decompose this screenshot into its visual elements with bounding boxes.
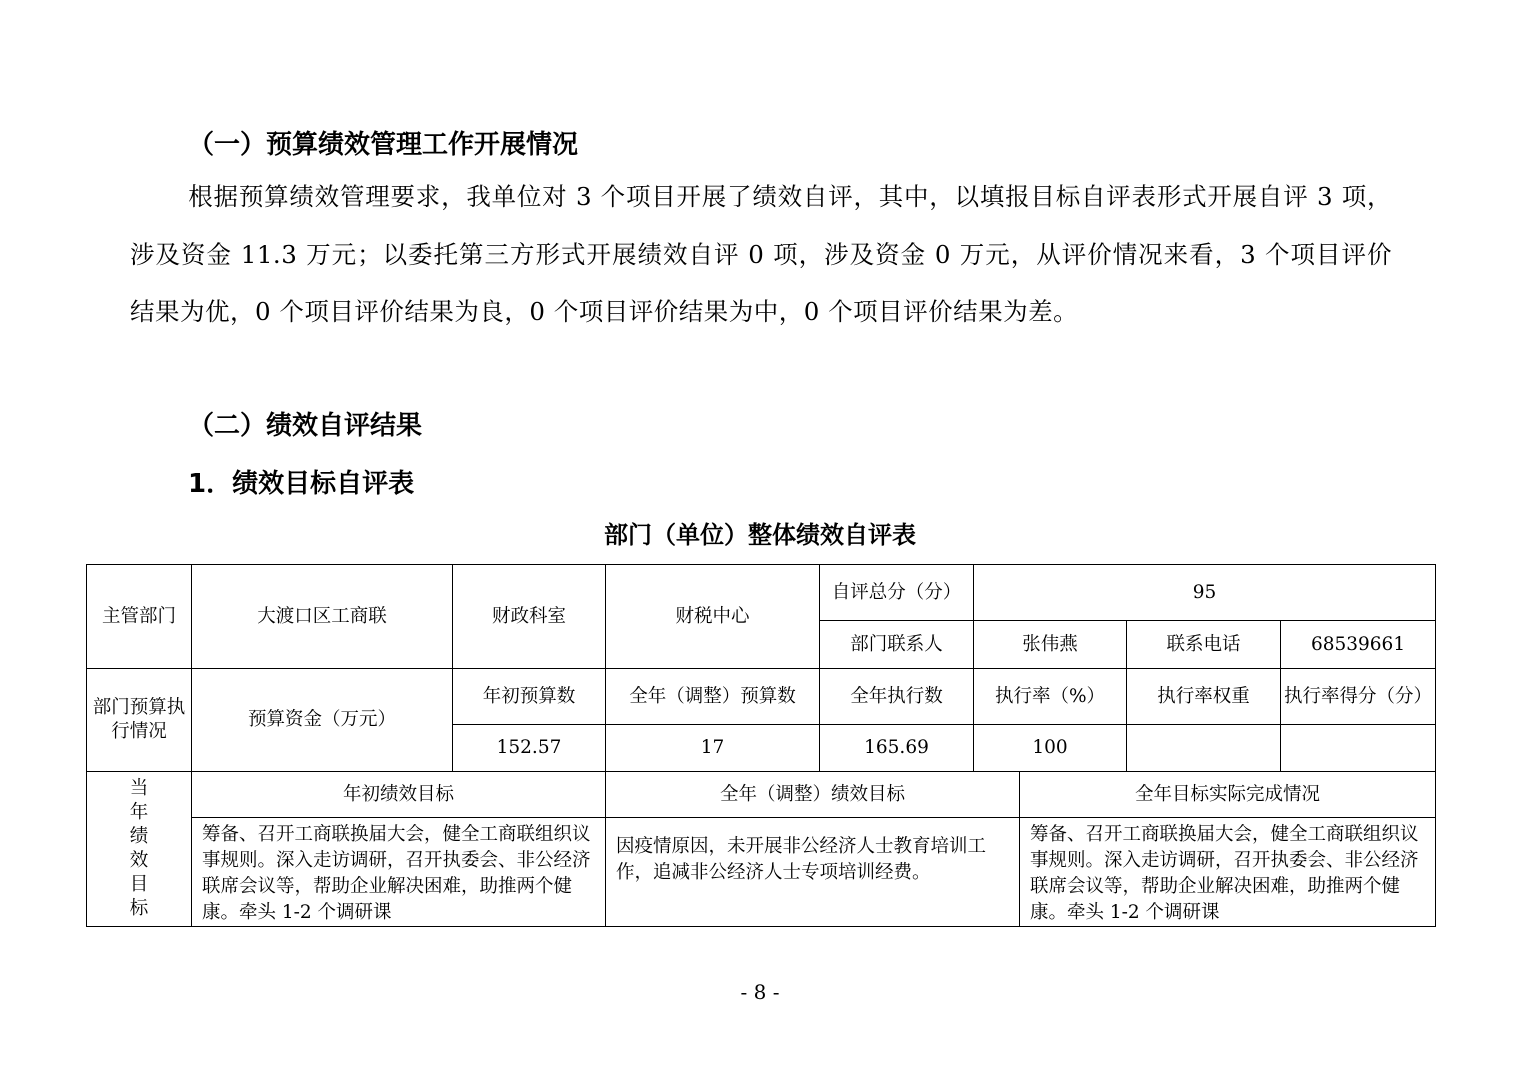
budget-value: 100	[974, 725, 1127, 772]
goals-header: 年初绩效目标	[192, 772, 606, 818]
page-number: - 8 -	[740, 980, 780, 1004]
section-heading-3: 1．绩效目标自评表	[188, 469, 415, 499]
section-heading-1: （一）预算绩效管理工作开展情况	[188, 130, 579, 160]
table-row	[87, 565, 1436, 621]
contact-value: 张伟燕	[974, 621, 1127, 669]
budget-value: 152.57	[453, 725, 606, 772]
phone-label: 联系电话	[1127, 621, 1281, 669]
section-heading-2: （二）绩效自评结果	[188, 411, 423, 441]
table-row	[87, 669, 1436, 725]
table-title: 部门（单位）整体绩效自评表	[604, 521, 916, 549]
table-row	[87, 772, 1436, 818]
budget-exec-label: 部门预算执行情况	[87, 669, 192, 772]
budget-header: 年初预算数	[453, 669, 606, 725]
goals-label: 当年绩效目标	[87, 772, 192, 927]
budget-header: 全年执行数	[820, 669, 974, 725]
office-cell: 财政科室	[453, 565, 606, 669]
contact-label: 部门联系人	[820, 621, 974, 669]
goals-header: 全年（调整）绩效目标	[606, 772, 1020, 818]
section-paragraph: 根据预算绩效管理要求，我单位对 3 个项目开展了绩效自评，其中，以填报目标自评表形式开展自评 3 项，涉及资金 11.3 万元；以委托第三方形式开展绩效自评 0 项，涉及资金 0 万元，从评价情况来看，3 个项目评价结果为优，0 个项目评价结果为良，0 个项目评价结果为中，0 个项目评价结果为差。	[130, 182, 1392, 326]
budget-header: 全年（调整）预算数	[606, 669, 820, 725]
table-row	[87, 818, 1436, 927]
budget-funds-label: 预算资金（万元）	[192, 669, 453, 772]
dept-label: 主管部门	[87, 565, 192, 669]
goals-content: 因疫情原因，未开展非公经济人士教育培训工作，追减非公经济人士专项培训经费。	[606, 818, 1020, 927]
budget-value	[1281, 725, 1436, 772]
score-value: 95	[974, 565, 1436, 621]
goals-header: 全年目标实际完成情况	[1020, 772, 1436, 818]
budget-value: 17	[606, 725, 820, 772]
budget-value	[1127, 725, 1281, 772]
self-evaluation-table	[86, 564, 1436, 927]
budget-header: 执行率（%）	[974, 669, 1127, 725]
budget-header: 执行率得分（分）	[1281, 669, 1436, 725]
score-label: 自评总分（分）	[820, 565, 974, 621]
goals-content: 筹备、召开工商联换届大会，健全工商联组织议事规则。深入走访调研，召开执委会、非公经济联席会议等，帮助企业解决困难，助推两个健康。牵头 1-2 个调研课	[192, 818, 606, 927]
budget-value: 165.69	[820, 725, 974, 772]
dept-value: 大渡口区工商联	[192, 565, 453, 669]
budget-header: 执行率权重	[1127, 669, 1281, 725]
phone-value: 68539661	[1281, 621, 1436, 669]
center-cell: 财税中心	[606, 565, 820, 669]
goals-content: 筹备、召开工商联换届大会，健全工商联组织议事规则。深入走访调研，召开执委会、非公经济联席会议等，帮助企业解决困难，助推两个健康。牵头 1-2 个调研课	[1020, 818, 1436, 927]
